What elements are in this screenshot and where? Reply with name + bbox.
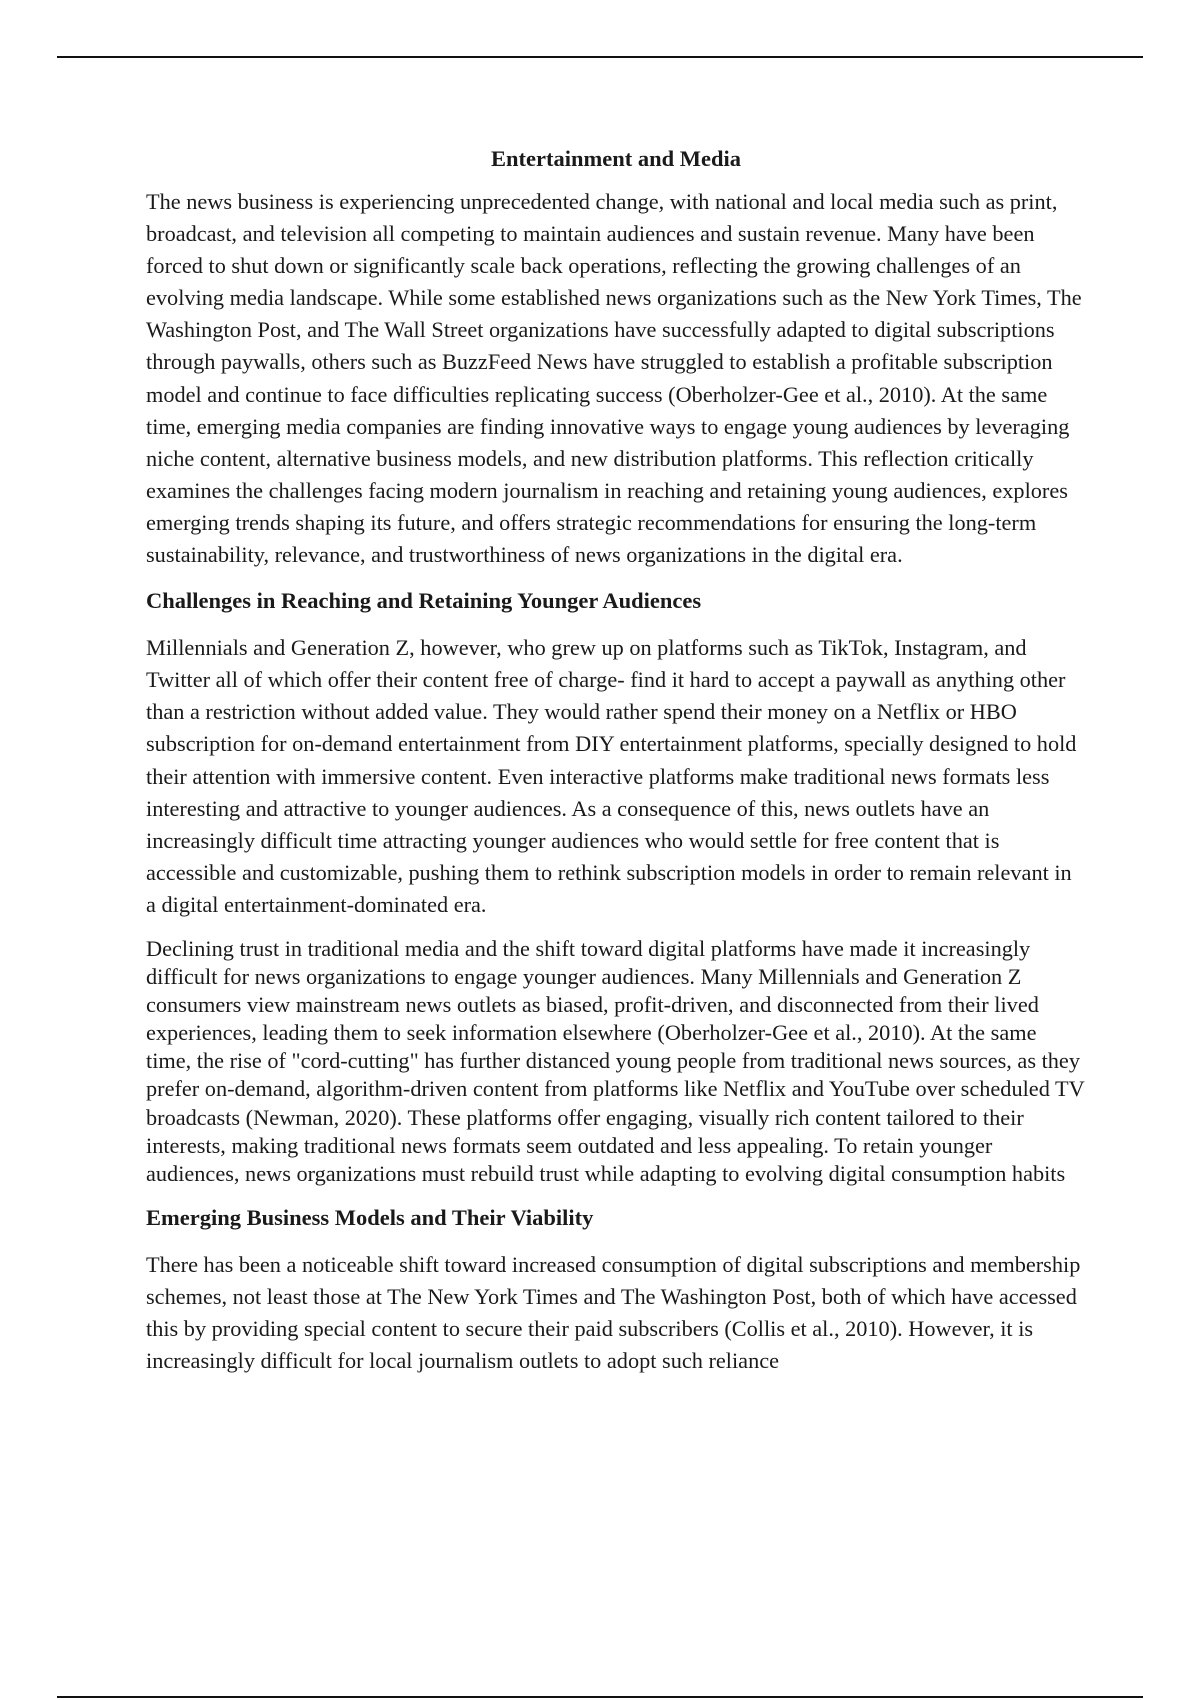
challenges-paragraph-1: Millennials and Generation Z, however, who grew up on platforms such as TikTok, Instagram, and Twitter all of which offer their content free of charge- find it hard to accept a paywall as anything other than a restriction without added value. They would rather spend their money on a Netflix or HBO subscription for on-demand entertainment from DIY entertainment platforms, specially designed to hold their attention with immersive content. Even interactive platforms make traditional news formats less interesting and attractive to younger audiences. As a consequence of this, news outlets have an increasingly difficult time attracting younger audiences who would settle for free content that is accessible and customizable, pushing them to rethink subscription models in order to remain relevant in a digital entertainment-dominated era. bbox=[146, 635, 1077, 917]
section-heading-business-models: Emerging Business Models and Their Viability bbox=[146, 1204, 594, 1230]
document-body bbox=[146, 143, 1086, 1391]
document-title: Entertainment and Media bbox=[491, 146, 741, 171]
header-rule bbox=[57, 56, 1143, 58]
intro-paragraph: The news business is experiencing unprecedented change, with national and local media such as print, broadcast, and television all competing to maintain audiences and sustain revenue. Many have been forced to shut down or significantly scale back operations, reflecting the growing challenges of an evolving media landscape. While some established news organizations such as the New York Times, The Washington Post, and The Wall Street organizations have successfully adapted to digital subscriptions through paywalls, others such as BuzzFeed News have struggled to establish a profitable subscription model and continue to face difficulties replicating success (Oberholzer-Gee et al., 2010). At the same time, emerging media companies are finding innovative ways to engage young audiences by leveraging niche content, alternative business models, and new distribution platforms. This reflection critically examines the challenges facing modern journalism in reaching and retaining young audiences, explores emerging trends shaping its future, and offers strategic recommendations for ensuring the long-term sustainability, relevance, and trustworthiness of news organizations in the digital era. bbox=[146, 189, 1082, 568]
footer-rule bbox=[57, 1696, 1143, 1698]
business-models-paragraph: There has been a noticeable shift toward increased consumption of digital subscriptions and membership schemes, not least those at The New York Times and The Washington Post, both of which have accessed this by providing special content to secure their paid subscribers (Collis et al., 2010). However, it is increasingly difficult for local journalism outlets to adopt such reliance bbox=[146, 1251, 1081, 1374]
section-heading-challenges: Challenges in Reaching and Retaining Younger Audiences bbox=[146, 588, 702, 614]
challenges-paragraph-2: Declining trust in traditional media and the shift toward digital platforms have made it increasingly difficult for news organizations to engage younger audiences. Many Millennials and Generation Z consumers view mainstream news outlets as biased, profit-driven, and disconnected from their lived experiences, leading them to seek information elsewhere (Oberholzer-Gee et al., 2010). At the same time, the rise of "cord-cutting" has further distanced young people from traditional news sources, as they prefer on-demand, algorithm-driven content from platforms like Netflix and YouTube over scheduled TV broadcasts (Newman, 2020). These platforms offer engaging, visually rich content tailored to their interests, making traditional news formats seem outdated and less appealing. To retain younger audiences, news organizations must rebuild trust while adapting to evolving digital consumption habits bbox=[146, 935, 1085, 1186]
